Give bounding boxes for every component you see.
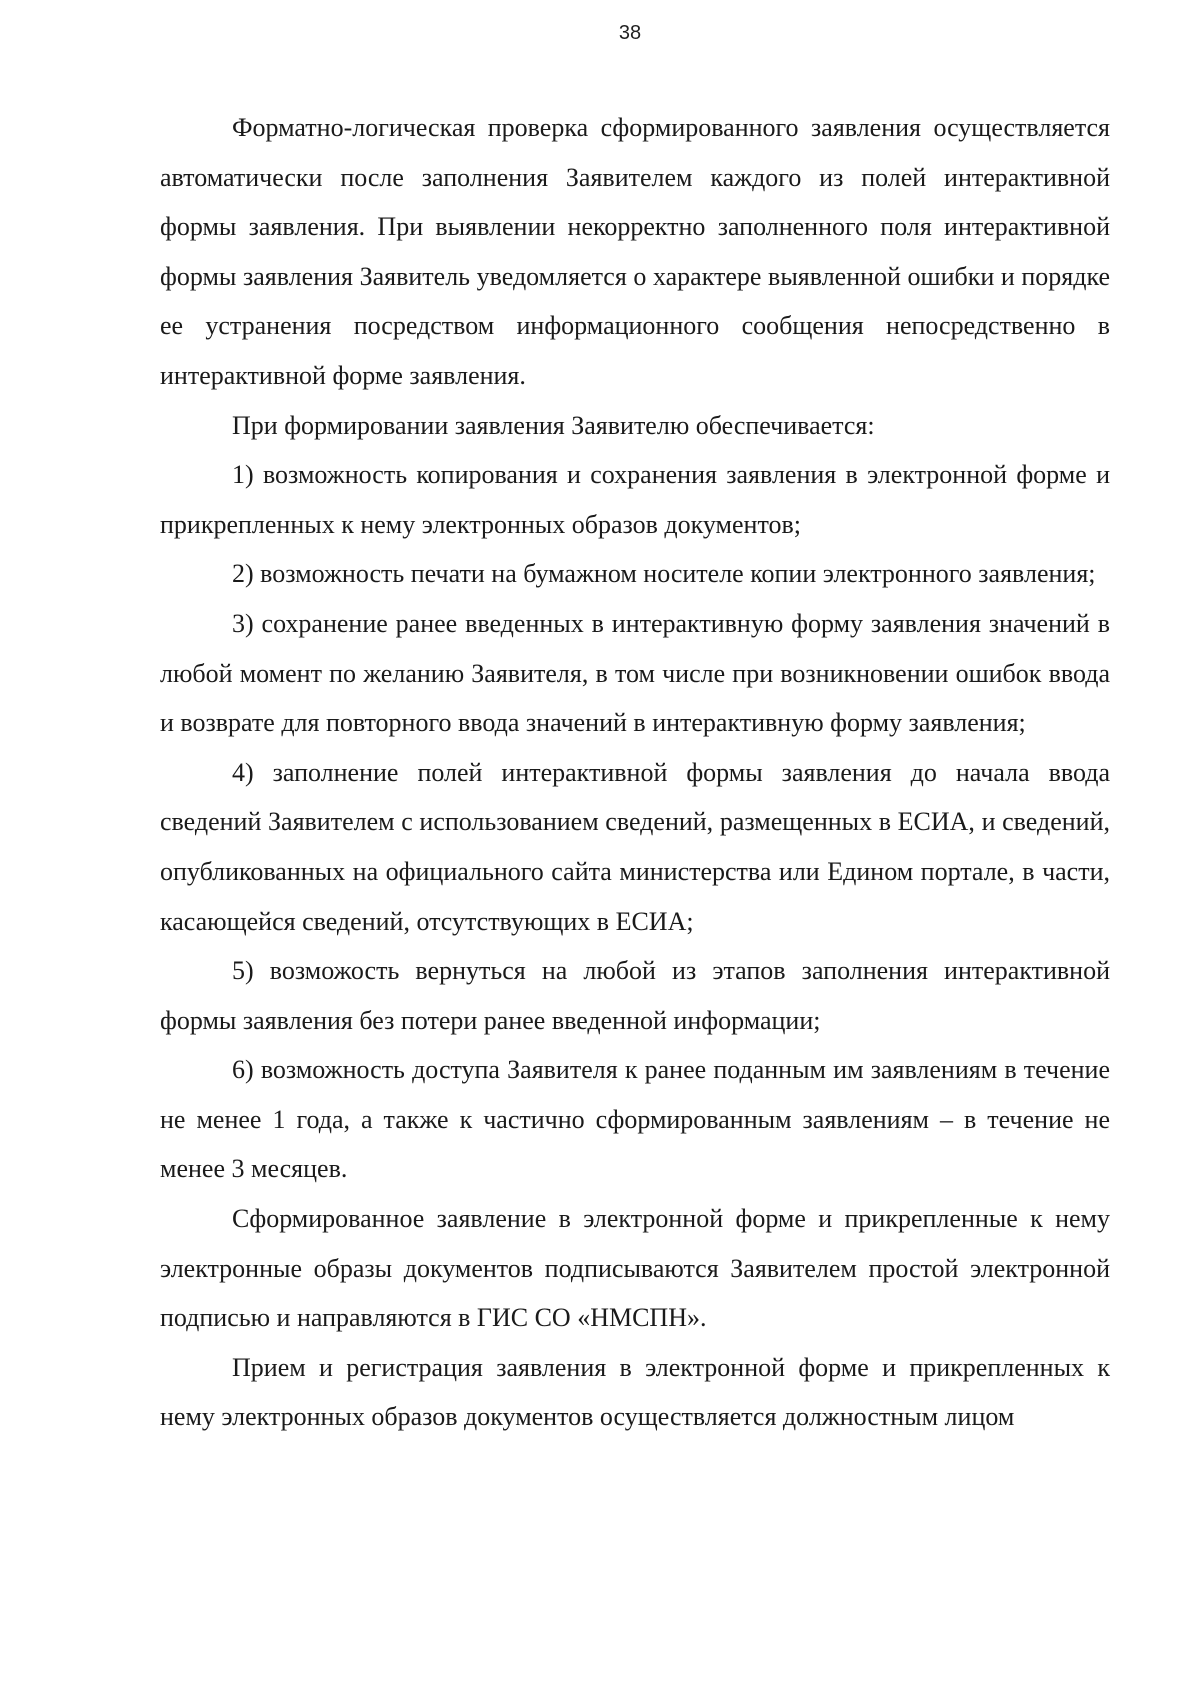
- list-item-6: 6) возможность доступа Заявителя к ранее поданным им заявлениям в течение не менее 1 года, а также к частично сформированным заявлениям – в течение не менее 3 месяцев.: [160, 1055, 1110, 1184]
- page-number: 38: [618, 22, 642, 44]
- document-body: [160, 103, 1110, 1442]
- list-item-1: 1) возможность копирования и сохранения заявления в электронной форме и прикрепленных к нему электронных образов документов;: [160, 460, 1110, 539]
- paragraph-signing: Сформированное заявление в электронной форме и прикрепленные к нему электронные образы документов подписываются Заявителем простой электронной подписью и направляются в ГИС СО «НМСПН».: [160, 1204, 1110, 1333]
- list-item-5: 5) возможость вернуться на любой из этапов заполнения интерактивной формы заявления без потери ранее введенной информации;: [160, 956, 1110, 1035]
- paragraph-provision-intro: При формировании заявления Заявителю обеспечивается:: [232, 410, 875, 440]
- list-item-2: 2) возможность печати на бумажном носителе копии электронного заявления;: [232, 559, 1096, 589]
- list-item-4: 4) заполнение полей интерактивной формы заявления до начала ввода сведений Заявителем с использованием сведений, размещенных в ЕСИА, и сведений, опубликованных на официального сайта министерства или Едином портале, в части, касающейся сведений, отсутствующих в ЕСИА;: [160, 757, 1110, 936]
- paragraph-format-check: Форматно-логическая проверка сформированного заявления осуществляется автоматически после заполнения Заявителем каждого из полей интерактивной формы заявления. При выявлении некорректно заполненного поля интерактивной формы заявления Заявитель уведомляется о характере выявленной ошибки и порядке ее устранения посредством информационного сообщения непосредственно в интерактивной форме заявления.: [160, 113, 1110, 390]
- list-item-3: 3) сохранение ранее введенных в интерактивную форму заявления значений в любой момент по желанию Заявителя, в том числе при возникновении ошибок ввода и возврате для повторного ввода значений в интерактивную форму заявления;: [160, 608, 1110, 738]
- paragraph-registration: Прием и регистрация заявления в электронной форме и прикрепленных к нему электронных образов документов осуществляется должностным лицом: [160, 1352, 1110, 1432]
